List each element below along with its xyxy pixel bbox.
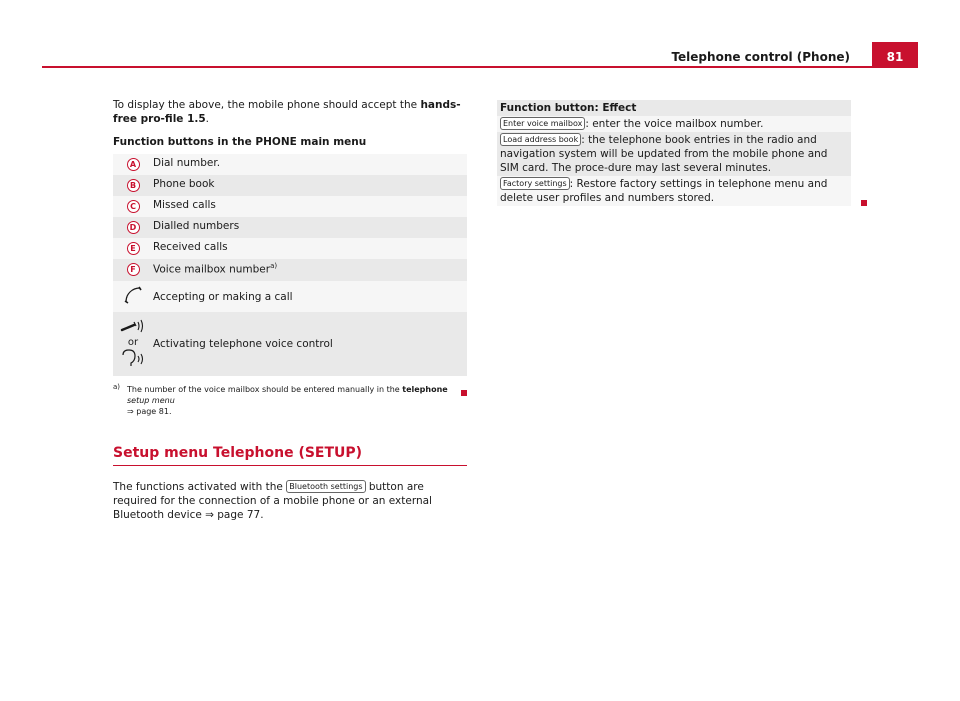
page-number: 81 — [872, 42, 918, 68]
table-row — [113, 259, 467, 281]
voice-control-label: Activating telephone voice control — [153, 338, 333, 350]
or-text: or — [127, 337, 139, 348]
table-header-row — [497, 100, 851, 116]
load-address-book-label: Load address book — [500, 133, 581, 146]
effect-table-heading: Function button: Effect — [497, 100, 851, 116]
footnote-ref: a) — [270, 262, 278, 270]
table-row — [113, 196, 467, 217]
section-paragraph: The functions activated with the Bluetooth settings button are required for the connection of a mobile phone or an external Bluetooth device ⇒ page 77. — [113, 481, 432, 521]
menu-item-label: Received calls — [153, 241, 228, 253]
table-row — [113, 238, 467, 259]
table-row — [113, 281, 467, 312]
table-row: Factory settings : Restore factory settings in telephone menu and delete user profiles and numbers stored. — [497, 176, 851, 206]
section-title: Setup menu Telephone (SETUP) — [113, 445, 467, 466]
voice-control-icon — [119, 318, 147, 334]
end-marker — [461, 390, 467, 396]
menu-item-label: Dial number. — [153, 157, 221, 169]
call-label: Accepting or making a call — [153, 290, 293, 303]
page-header-title: Telephone control (Phone) — [671, 50, 850, 64]
key-badge-f: F — [127, 263, 140, 276]
intro-paragraph: To display the above, the mobile phone should accept the hands-free pro-file 1.5. — [113, 99, 461, 125]
key-badge-e: E — [127, 242, 140, 255]
effect-table — [497, 100, 851, 206]
table-row — [113, 312, 467, 376]
menu-item-label: Voice mailbox number$^{a)}$ — [153, 262, 278, 276]
table-row — [113, 154, 467, 175]
header-rule — [42, 66, 918, 68]
menu-item-label: Phone book — [153, 178, 215, 190]
phone-handset-icon — [122, 284, 144, 306]
speech-icon — [119, 349, 147, 367]
left-column — [113, 98, 467, 522]
menu-heading: Function buttons in the PHONE main menu — [113, 136, 367, 148]
footnote-mark: a) — [113, 383, 121, 391]
end-marker — [861, 200, 867, 206]
bluetooth-settings-button-label: Bluetooth settings — [286, 480, 365, 493]
intro-bold: hands-free pro-file 1.5 — [113, 99, 461, 125]
menu-item-label: Missed calls — [153, 199, 216, 211]
menu-item-label: Dialled numbers — [153, 220, 240, 232]
right-column — [497, 100, 851, 206]
footnote: a) The number of the voice mailbox should be entered manually in the telephone setup menu ⇒ page 81. — [113, 384, 467, 417]
key-badge-b: B — [127, 179, 140, 192]
table-row — [113, 217, 467, 238]
function-buttons-table — [113, 154, 467, 376]
table-row: Load address book : the telephone book entries in the radio and navigation system will be updated from the mobile phone and SIM card. The proce-dure may last several minutes. — [497, 132, 851, 176]
table-row — [113, 175, 467, 196]
key-badge-a: A — [127, 158, 140, 171]
enter-voice-mailbox-label: Enter voice mailbox — [500, 117, 585, 130]
key-badge-d: D — [127, 221, 140, 234]
key-badge-c: C — [127, 200, 140, 213]
table-row: Enter voice mailbox : enter the voice mailbox number. — [497, 116, 851, 132]
factory-settings-label: Factory settings — [500, 177, 570, 190]
